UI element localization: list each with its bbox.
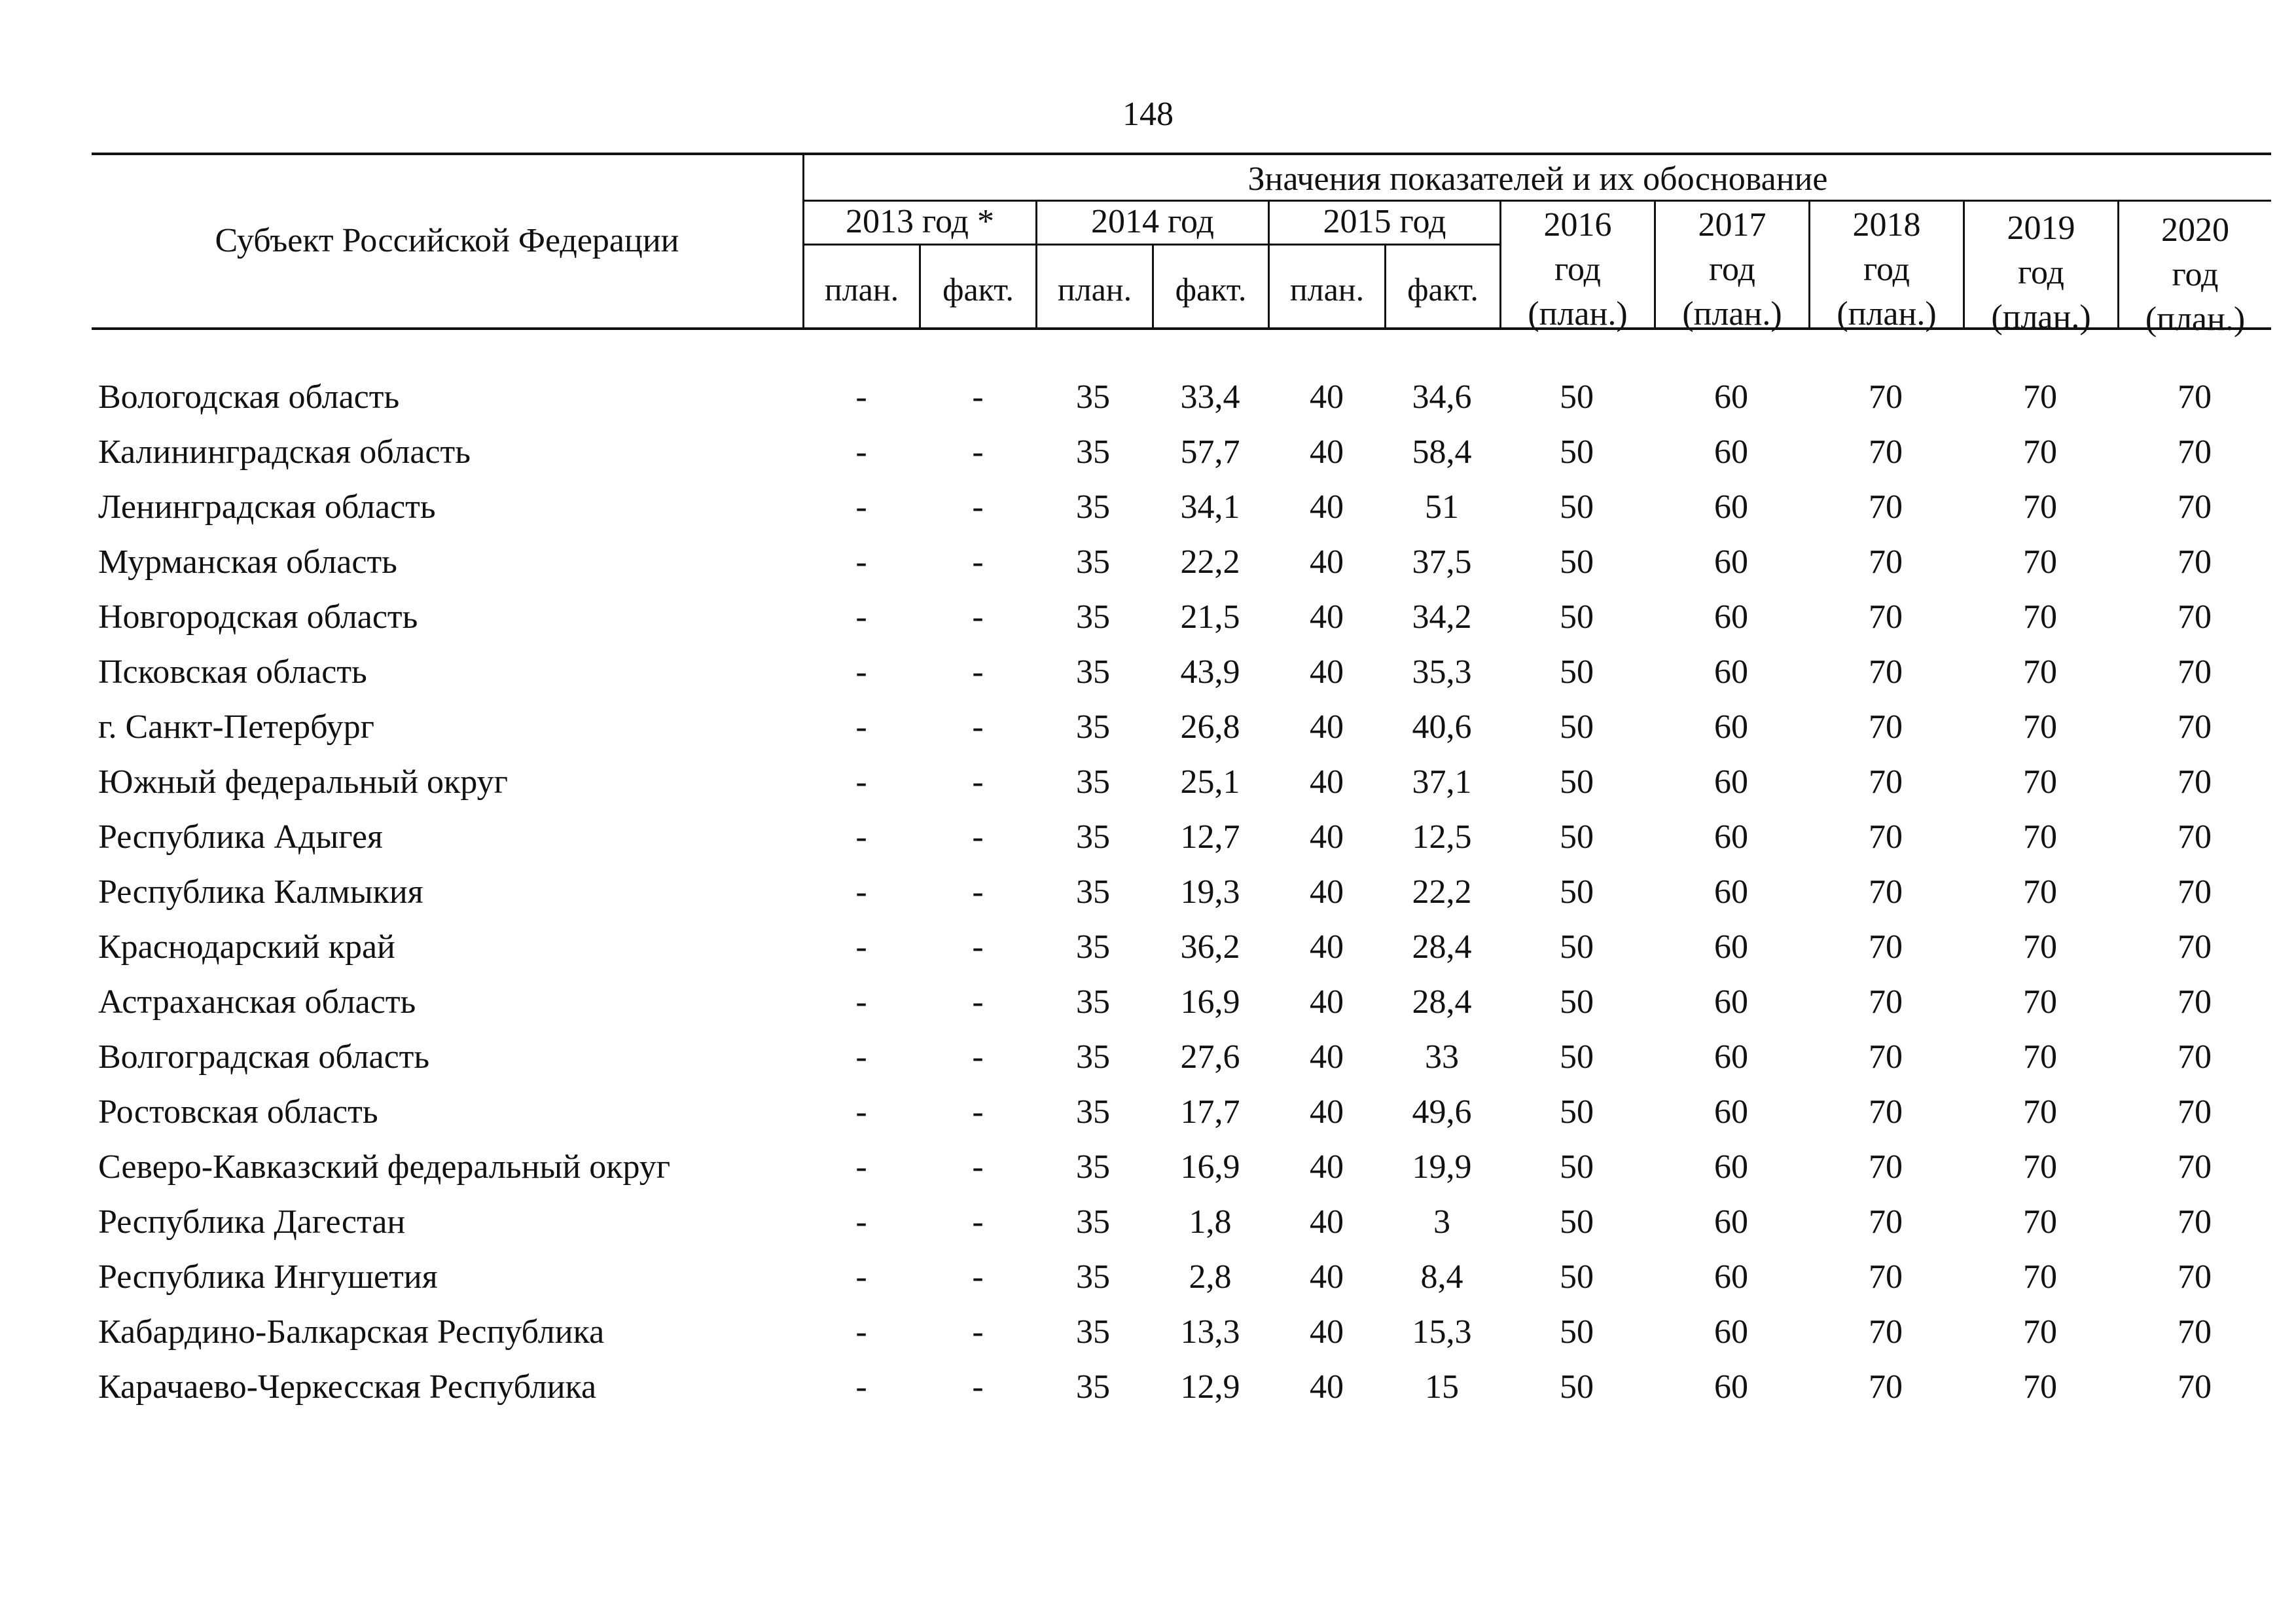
row-value-cell: 15,3 bbox=[1412, 1313, 1472, 1351]
row-value-cell: - bbox=[972, 543, 984, 581]
row-value-cell: 60 bbox=[1714, 1368, 1748, 1406]
row-value-cell: 70 bbox=[1869, 1203, 1903, 1241]
table-row bbox=[0, 1085, 2296, 1140]
row-value-cell: 43,9 bbox=[1180, 653, 1240, 691]
row-value-cell: 60 bbox=[1714, 818, 1748, 856]
row-value-cell: - bbox=[855, 873, 867, 911]
row-value-cell: 40 bbox=[1310, 873, 1344, 911]
row-value-cell: 70 bbox=[2178, 1313, 2212, 1351]
row-value-cell: 12,7 bbox=[1180, 818, 1240, 856]
row-value-cell: 60 bbox=[1714, 488, 1748, 526]
row-value-cell: 50 bbox=[1560, 1038, 1594, 1076]
row-value-cell: 35 bbox=[1076, 488, 1110, 526]
row-value-cell: 40 bbox=[1310, 763, 1344, 801]
table-row bbox=[0, 1305, 2296, 1360]
row-value-cell: - bbox=[972, 653, 984, 691]
row-value-cell: 35,3 bbox=[1412, 653, 1472, 691]
year-2017-god: год bbox=[1709, 251, 1755, 288]
row-subject-name: Волгоградская область bbox=[98, 1038, 430, 1076]
row-value-cell: 50 bbox=[1560, 708, 1594, 746]
row-value-cell: 60 bbox=[1714, 928, 1748, 966]
row-subject-name: Астраханская область bbox=[98, 983, 416, 1021]
row-value-cell: 27,6 bbox=[1180, 1038, 1240, 1076]
row-subject-name: Ростовская область bbox=[98, 1093, 378, 1131]
row-value-cell: 35 bbox=[1076, 1313, 1110, 1351]
row-value-cell: - bbox=[972, 1313, 984, 1351]
row-subject-name: Вологодская область bbox=[98, 378, 400, 416]
row-value-cell: 50 bbox=[1560, 818, 1594, 856]
row-value-cell: 12,9 bbox=[1180, 1368, 1240, 1406]
row-value-cell: 40 bbox=[1310, 1038, 1344, 1076]
table-body bbox=[0, 370, 2296, 1415]
table-row bbox=[0, 1360, 2296, 1415]
row-value-cell: - bbox=[855, 818, 867, 856]
row-subject-name: Карачаево-Черкесская Республика bbox=[98, 1368, 597, 1406]
sub-header-plan: план. bbox=[1289, 271, 1365, 308]
table-row bbox=[0, 920, 2296, 975]
row-value-cell: - bbox=[972, 433, 984, 471]
row-value-cell: 50 bbox=[1560, 763, 1594, 801]
row-value-cell: - bbox=[855, 1203, 867, 1241]
row-value-cell: 35 bbox=[1076, 818, 1110, 856]
row-value-cell: 16,9 bbox=[1180, 983, 1240, 1021]
row-value-cell: 60 bbox=[1714, 378, 1748, 416]
table-row bbox=[0, 1195, 2296, 1250]
table-row bbox=[0, 590, 2296, 645]
row-value-cell: 57,7 bbox=[1180, 433, 1240, 471]
row-value-cell: 35 bbox=[1076, 433, 1110, 471]
table-row bbox=[0, 975, 2296, 1030]
row-value-cell: 35 bbox=[1076, 598, 1110, 636]
row-value-cell: 60 bbox=[1714, 763, 1748, 801]
row-value-cell: 35 bbox=[1076, 1258, 1110, 1296]
row-value-cell: 40 bbox=[1310, 1368, 1344, 1406]
row-value-cell: 35 bbox=[1076, 1148, 1110, 1186]
table-row bbox=[0, 370, 2296, 425]
row-value-cell: 70 bbox=[2178, 983, 2212, 1021]
row-value-cell: 70 bbox=[2023, 818, 2057, 856]
row-value-cell: 70 bbox=[2023, 378, 2057, 416]
row-value-cell: 70 bbox=[2178, 1368, 2212, 1406]
row-value-cell: 35 bbox=[1076, 1093, 1110, 1131]
sub-header-plan: план. bbox=[824, 271, 899, 308]
table-header bbox=[0, 0, 2296, 354]
row-value-cell: 60 bbox=[1714, 1313, 1748, 1351]
row-value-cell: 28,4 bbox=[1412, 983, 1472, 1021]
year-2020-plan: (план.) bbox=[2145, 301, 2246, 338]
row-value-cell: 40,6 bbox=[1412, 708, 1472, 746]
row-value-cell: 60 bbox=[1714, 983, 1748, 1021]
row-value-cell: 50 bbox=[1560, 928, 1594, 966]
row-value-cell: 60 bbox=[1714, 1038, 1748, 1076]
row-value-cell: 49,6 bbox=[1412, 1093, 1472, 1131]
row-value-cell: 60 bbox=[1714, 543, 1748, 581]
row-value-cell: 36,2 bbox=[1180, 928, 1240, 966]
row-value-cell: - bbox=[972, 1258, 984, 1296]
row-value-cell: 40 bbox=[1310, 708, 1344, 746]
row-value-cell: - bbox=[855, 433, 867, 471]
row-value-cell: 70 bbox=[2023, 1313, 2057, 1351]
row-value-cell: 33 bbox=[1425, 1038, 1459, 1076]
row-value-cell: 70 bbox=[1869, 928, 1903, 966]
row-subject-name: Псковская область bbox=[98, 653, 367, 691]
row-value-cell: - bbox=[855, 928, 867, 966]
row-value-cell: 40 bbox=[1310, 488, 1344, 526]
row-value-cell: 70 bbox=[2178, 1148, 2212, 1186]
row-value-cell: 50 bbox=[1560, 983, 1594, 1021]
row-value-cell: 70 bbox=[2178, 708, 2212, 746]
row-value-cell: 60 bbox=[1714, 433, 1748, 471]
row-value-cell: 40 bbox=[1310, 653, 1344, 691]
row-value-cell: - bbox=[972, 1093, 984, 1131]
row-value-cell: 35 bbox=[1076, 378, 1110, 416]
row-subject-name: Краснодарский край bbox=[98, 928, 395, 966]
row-value-cell: - bbox=[972, 1038, 984, 1076]
row-value-cell: 70 bbox=[2023, 488, 2057, 526]
row-subject-name: Мурманская область bbox=[98, 543, 397, 581]
row-value-cell: 70 bbox=[2023, 1203, 2057, 1241]
row-value-cell: 70 bbox=[1869, 1368, 1903, 1406]
row-value-cell: 60 bbox=[1714, 873, 1748, 911]
year-2019-header: 2019 bbox=[2007, 210, 2075, 247]
table-row bbox=[0, 1250, 2296, 1305]
row-value-cell: 70 bbox=[1869, 873, 1903, 911]
row-value-cell: 70 bbox=[2023, 763, 2057, 801]
table-row bbox=[0, 755, 2296, 810]
row-value-cell: 70 bbox=[1869, 1093, 1903, 1131]
row-value-cell: 70 bbox=[2023, 1148, 2057, 1186]
row-value-cell: 35 bbox=[1076, 983, 1110, 1021]
year-2018-header: 2018 bbox=[1852, 206, 1921, 244]
row-value-cell: 60 bbox=[1714, 708, 1748, 746]
sub-header-fact: факт. bbox=[1407, 271, 1479, 308]
row-value-cell: 35 bbox=[1076, 1203, 1110, 1241]
row-value-cell: 50 bbox=[1560, 1258, 1594, 1296]
row-value-cell: - bbox=[972, 1203, 984, 1241]
row-value-cell: 40 bbox=[1310, 598, 1344, 636]
row-value-cell: 70 bbox=[1869, 378, 1903, 416]
row-value-cell: 35 bbox=[1076, 928, 1110, 966]
row-value-cell: 70 bbox=[2178, 1203, 2212, 1241]
row-value-cell: 70 bbox=[2178, 928, 2212, 966]
row-value-cell: 40 bbox=[1310, 983, 1344, 1021]
row-value-cell: 40 bbox=[1310, 1148, 1344, 1186]
row-value-cell: 28,4 bbox=[1412, 928, 1472, 966]
header-top-rule bbox=[92, 153, 2271, 155]
row-value-cell: 16,9 bbox=[1180, 1148, 1240, 1186]
table-row bbox=[0, 425, 2296, 480]
row-value-cell: 60 bbox=[1714, 1203, 1748, 1241]
row-value-cell: 70 bbox=[2023, 983, 2057, 1021]
row-subject-name: Республика Калмыкия bbox=[98, 873, 423, 911]
row-value-cell: 37,1 bbox=[1412, 763, 1472, 801]
row-value-cell: 70 bbox=[2023, 708, 2057, 746]
row-value-cell: - bbox=[972, 598, 984, 636]
row-value-cell: - bbox=[855, 543, 867, 581]
row-value-cell: 70 bbox=[2178, 433, 2212, 471]
sub-header-fact: факт. bbox=[942, 271, 1014, 308]
row-value-cell: 70 bbox=[2178, 873, 2212, 911]
row-value-cell: 50 bbox=[1560, 598, 1594, 636]
row-value-cell: - bbox=[855, 1093, 867, 1131]
year-2016-header: 2016 bbox=[1543, 206, 1612, 244]
row-value-cell: - bbox=[972, 378, 984, 416]
row-value-cell: 70 bbox=[2023, 1258, 2057, 1296]
row-value-cell: 50 bbox=[1560, 873, 1594, 911]
row-value-cell: 50 bbox=[1560, 1148, 1594, 1186]
page-number: 148 bbox=[1122, 96, 1174, 133]
row-value-cell: 70 bbox=[1869, 653, 1903, 691]
row-value-cell: 70 bbox=[1869, 818, 1903, 856]
row-value-cell: 70 bbox=[2178, 598, 2212, 636]
row-value-cell: 13,3 bbox=[1180, 1313, 1240, 1351]
row-value-cell: 25,1 bbox=[1180, 763, 1240, 801]
row-value-cell: 70 bbox=[2023, 598, 2057, 636]
row-value-cell: 70 bbox=[2023, 1368, 2057, 1406]
row-value-cell: 50 bbox=[1560, 653, 1594, 691]
row-subject-name: Кабардино-Балкарская Республика bbox=[98, 1313, 605, 1351]
row-value-cell: - bbox=[855, 1258, 867, 1296]
row-value-cell: 33,4 bbox=[1180, 378, 1240, 416]
row-value-cell: - bbox=[855, 708, 867, 746]
row-value-cell: 60 bbox=[1714, 598, 1748, 636]
row-value-cell: 70 bbox=[2178, 1093, 2212, 1131]
row-value-cell: 40 bbox=[1310, 1313, 1344, 1351]
row-value-cell: 50 bbox=[1560, 488, 1594, 526]
row-value-cell: 58,4 bbox=[1412, 433, 1472, 471]
row-subject-name: Республика Адыгея bbox=[98, 818, 383, 856]
row-value-cell: 70 bbox=[2178, 818, 2212, 856]
row-value-cell: 50 bbox=[1560, 1203, 1594, 1241]
table-row bbox=[0, 700, 2296, 755]
row-value-cell: 70 bbox=[1869, 433, 1903, 471]
row-value-cell: 70 bbox=[2023, 1093, 2057, 1131]
year-2016-god: год bbox=[1554, 251, 1601, 288]
year-2018-plan: (план.) bbox=[1837, 295, 1937, 333]
row-subject-name: г. Санкт-Петербург bbox=[98, 708, 374, 746]
row-value-cell: - bbox=[855, 1038, 867, 1076]
year-2014-header: 2014 год bbox=[1091, 203, 1214, 240]
row-value-cell: 70 bbox=[2023, 1038, 2057, 1076]
row-value-cell: 35 bbox=[1076, 1368, 1110, 1406]
row-subject-name: Калининградская область bbox=[98, 433, 471, 471]
row-value-cell: - bbox=[855, 598, 867, 636]
row-value-cell: 60 bbox=[1714, 1258, 1748, 1296]
row-value-cell: 35 bbox=[1076, 543, 1110, 581]
row-value-cell: - bbox=[972, 763, 984, 801]
row-value-cell: 8,4 bbox=[1420, 1258, 1463, 1296]
row-value-cell: - bbox=[972, 983, 984, 1021]
row-value-cell: 50 bbox=[1560, 1313, 1594, 1351]
row-value-cell: 35 bbox=[1076, 653, 1110, 691]
row-subject-name: Новгородская область bbox=[98, 598, 418, 636]
row-value-cell: 40 bbox=[1310, 378, 1344, 416]
row-value-cell: - bbox=[855, 763, 867, 801]
year-2019-god: год bbox=[2018, 254, 2064, 291]
row-value-cell: 22,2 bbox=[1180, 543, 1240, 581]
row-value-cell: 1,8 bbox=[1189, 1203, 1232, 1241]
row-value-cell: 70 bbox=[1869, 1313, 1903, 1351]
row-value-cell: 70 bbox=[1869, 1258, 1903, 1296]
values-header: Значения показателей и их обоснование bbox=[1247, 160, 1828, 198]
row-value-cell: 70 bbox=[2178, 1038, 2212, 1076]
row-value-cell: 50 bbox=[1560, 1093, 1594, 1131]
row-value-cell: 70 bbox=[2023, 653, 2057, 691]
sub-header-plan: план. bbox=[1057, 271, 1132, 308]
row-value-cell: 70 bbox=[2023, 928, 2057, 966]
row-value-cell: 19,9 bbox=[1412, 1148, 1472, 1186]
row-subject-name: Ленинградская область bbox=[98, 488, 436, 526]
table-row bbox=[0, 645, 2296, 700]
row-value-cell: 70 bbox=[2023, 873, 2057, 911]
table-row bbox=[0, 810, 2296, 865]
row-value-cell: 40 bbox=[1310, 1258, 1344, 1296]
row-value-cell: 70 bbox=[2178, 763, 2212, 801]
row-value-cell: 50 bbox=[1560, 1368, 1594, 1406]
row-value-cell: 40 bbox=[1310, 1093, 1344, 1131]
year-2020-god: год bbox=[2172, 256, 2219, 293]
subject-header: Субъект Российской Федерации bbox=[215, 222, 679, 259]
row-value-cell: 40 bbox=[1310, 543, 1344, 581]
row-value-cell: 21,5 bbox=[1180, 598, 1240, 636]
row-value-cell: 35 bbox=[1076, 763, 1110, 801]
row-value-cell: - bbox=[855, 653, 867, 691]
row-value-cell: 19,3 bbox=[1180, 873, 1240, 911]
row-value-cell: 34,2 bbox=[1412, 598, 1472, 636]
row-value-cell: 70 bbox=[1869, 1148, 1903, 1186]
row-value-cell: 40 bbox=[1310, 818, 1344, 856]
row-value-cell: 60 bbox=[1714, 1093, 1748, 1131]
row-value-cell: 50 bbox=[1560, 433, 1594, 471]
table-row bbox=[0, 535, 2296, 590]
row-value-cell: 34,1 bbox=[1180, 488, 1240, 526]
row-value-cell: - bbox=[972, 1368, 984, 1406]
row-value-cell: 70 bbox=[2178, 543, 2212, 581]
row-value-cell: 70 bbox=[1869, 598, 1903, 636]
row-value-cell: 70 bbox=[2178, 378, 2212, 416]
row-value-cell: - bbox=[972, 708, 984, 746]
year-2019-plan: (план.) bbox=[1991, 299, 2091, 336]
row-value-cell: - bbox=[855, 488, 867, 526]
row-value-cell: 2,8 bbox=[1189, 1258, 1232, 1296]
row-value-cell: 40 bbox=[1310, 433, 1344, 471]
row-value-cell: 35 bbox=[1076, 708, 1110, 746]
row-subject-name: Республика Дагестан bbox=[98, 1203, 406, 1241]
row-value-cell: - bbox=[855, 1368, 867, 1406]
row-value-cell: 70 bbox=[1869, 543, 1903, 581]
row-subject-name: Северо-Кавказский федеральный округ bbox=[98, 1148, 671, 1186]
year-2013-header: 2013 год * bbox=[846, 203, 994, 240]
row-value-cell: - bbox=[972, 873, 984, 911]
row-value-cell: 60 bbox=[1714, 1148, 1748, 1186]
row-value-cell: 51 bbox=[1425, 488, 1459, 526]
year-2017-header: 2017 bbox=[1698, 206, 1767, 244]
row-value-cell: 34,6 bbox=[1412, 378, 1472, 416]
row-value-cell: 35 bbox=[1076, 873, 1110, 911]
row-value-cell: - bbox=[972, 928, 984, 966]
row-value-cell: 70 bbox=[2178, 653, 2212, 691]
row-value-cell: 70 bbox=[2178, 488, 2212, 526]
year-2020-header: 2020 bbox=[2161, 211, 2229, 249]
row-value-cell: 70 bbox=[1869, 708, 1903, 746]
sub-header-fact: факт. bbox=[1175, 271, 1247, 308]
row-value-cell: 40 bbox=[1310, 928, 1344, 966]
row-value-cell: - bbox=[855, 378, 867, 416]
row-value-cell: 50 bbox=[1560, 543, 1594, 581]
row-value-cell: - bbox=[972, 818, 984, 856]
row-value-cell: 37,5 bbox=[1412, 543, 1472, 581]
row-value-cell: 60 bbox=[1714, 653, 1748, 691]
row-value-cell: 50 bbox=[1560, 378, 1594, 416]
row-value-cell: - bbox=[855, 983, 867, 1021]
year-2018-god: год bbox=[1863, 251, 1910, 288]
row-value-cell: 70 bbox=[1869, 763, 1903, 801]
row-value-cell: 70 bbox=[1869, 1038, 1903, 1076]
table-row bbox=[0, 480, 2296, 535]
row-value-cell: 70 bbox=[2023, 433, 2057, 471]
row-subject-name: Южный федеральный округ bbox=[98, 763, 508, 801]
row-value-cell: 35 bbox=[1076, 1038, 1110, 1076]
year-2016-plan: (план.) bbox=[1528, 295, 1628, 333]
row-value-cell: - bbox=[855, 1313, 867, 1351]
row-value-cell: 70 bbox=[2023, 543, 2057, 581]
row-value-cell: 70 bbox=[2178, 1258, 2212, 1296]
row-value-cell: 40 bbox=[1310, 1203, 1344, 1241]
row-value-cell: 22,2 bbox=[1412, 873, 1472, 911]
row-value-cell: 12,5 bbox=[1412, 818, 1472, 856]
table-row bbox=[0, 865, 2296, 920]
year-2015-header: 2015 год bbox=[1323, 203, 1446, 240]
row-value-cell: - bbox=[855, 1148, 867, 1186]
table-row bbox=[0, 1140, 2296, 1195]
row-value-cell: 70 bbox=[1869, 983, 1903, 1021]
row-value-cell: 26,8 bbox=[1180, 708, 1240, 746]
row-value-cell: 15 bbox=[1425, 1368, 1459, 1406]
row-value-cell: 17,7 bbox=[1180, 1093, 1240, 1131]
row-value-cell: - bbox=[972, 488, 984, 526]
row-value-cell: 70 bbox=[1869, 488, 1903, 526]
row-value-cell: 3 bbox=[1433, 1203, 1450, 1241]
row-subject-name: Республика Ингушетия bbox=[98, 1258, 438, 1296]
row-value-cell: - bbox=[972, 1148, 984, 1186]
year-2017-plan: (план.) bbox=[1682, 295, 1782, 333]
table-row bbox=[0, 1030, 2296, 1085]
